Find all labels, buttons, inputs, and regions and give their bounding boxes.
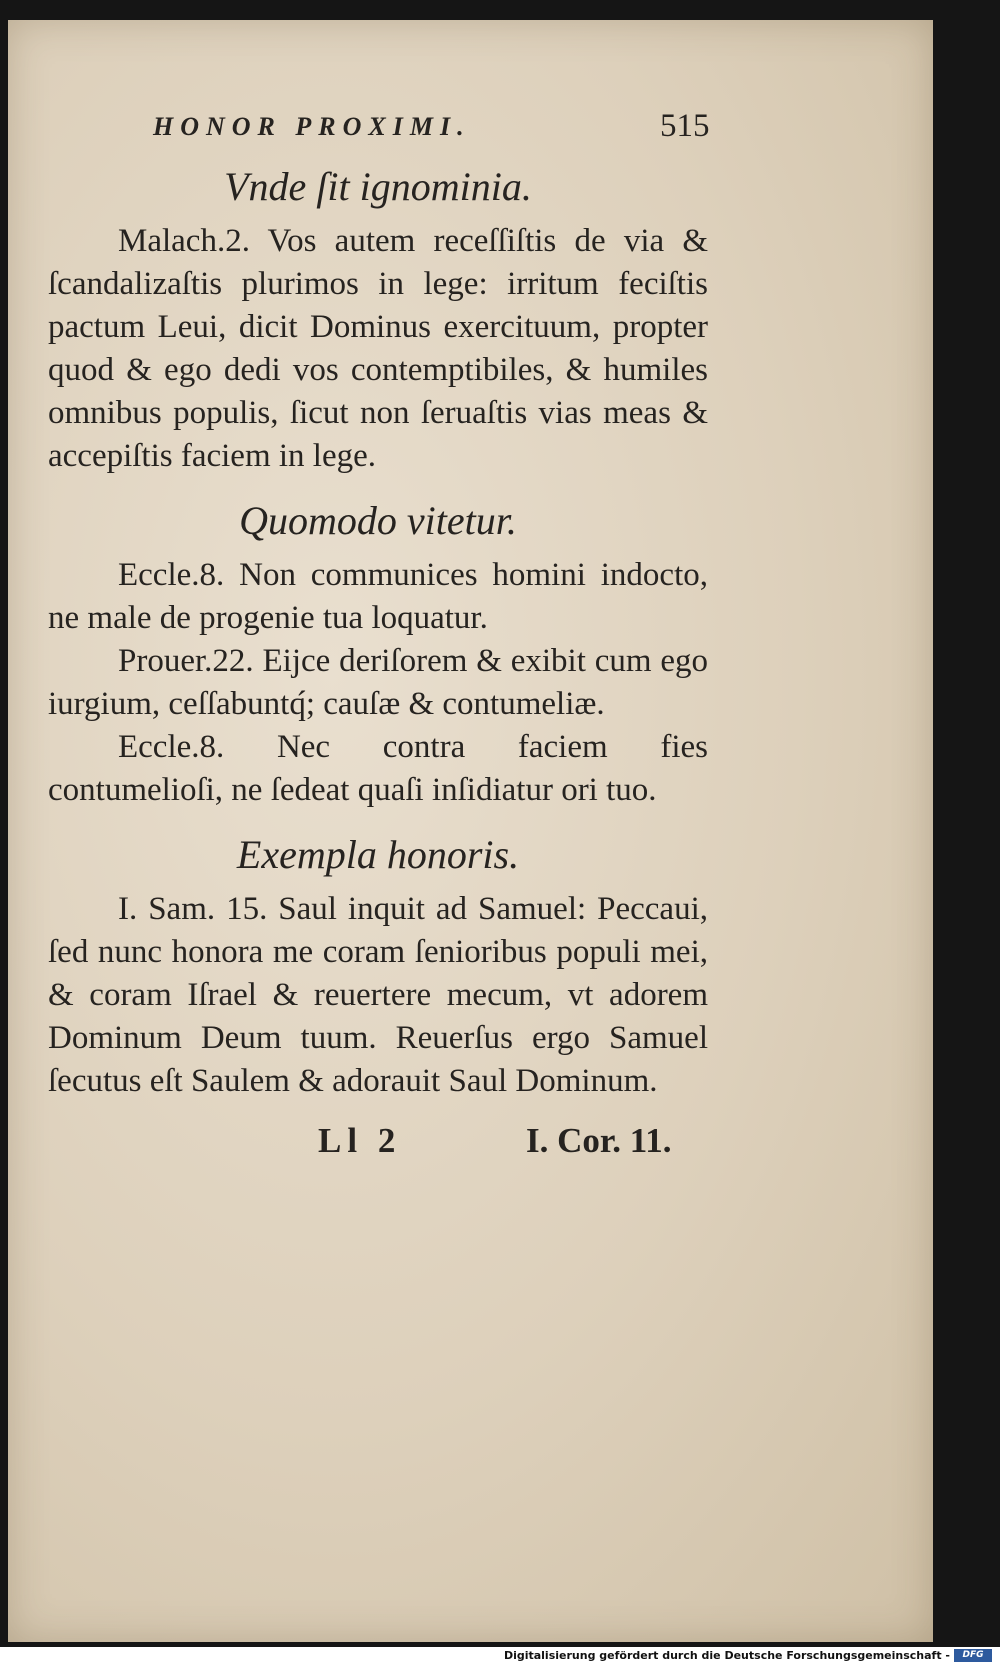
running-head — [48, 108, 710, 160]
paragraph: Malach.2. Vos autem receſſiſtis de via & ſcandalizaſtis plurimos in lege: irritum feciſtis pactum Leui, dicit Dominus exercituum, propter quod & ego dedi vos contemptibiles, & humiles omnibus populis, ſicut non ſeruaſtis vias meas & accepiſtis faciem in lege. — [48, 223, 708, 474]
signature-mark: Ll 2 — [318, 1121, 402, 1160]
paragraph: I. Sam. 15. Saul inquit ad Samuel: Peccaui, ſed nunc honora me coram ſenioribus populi mei, & coram Iſrael & reuertere mecum, vt adorem Dominum Deum tuum. Reuerſus ergo Samuel ſecutus eſt Saulem & adorauit Saul Dominum. — [48, 891, 708, 1099]
paragraph: Eccle.8. Nec contra faciem fies contumelioſi, ne ſedeat quaſi inſidiatur ori tuo. — [48, 729, 708, 808]
section-heading: Exempla honoris. — [236, 832, 520, 877]
section-heading: Vnde ſit ignominia. — [224, 164, 532, 209]
paragraph: Prouer.22. Eijce deriſorem & exibit cum ego iurgium, ceſſabuntq́; cauſæ & contumeliæ. — [48, 643, 708, 722]
section-heading: Quomodo vitetur. — [239, 498, 517, 543]
book-page — [8, 20, 933, 1642]
footer-bar — [0, 1647, 1000, 1665]
page-number: 515 — [660, 108, 710, 144]
dfg-logo-icon: DFG — [954, 1649, 992, 1662]
page-text-block — [48, 108, 710, 1171]
paragraph: Eccle.8. Non communices homini indocto, ne male de progenie tua loquatur. — [48, 557, 708, 636]
catchword: I. Cor. 11. — [526, 1121, 672, 1160]
catchword-line — [48, 1121, 708, 1171]
running-title: HONOR PROXIMI. — [153, 112, 471, 141]
funding-credit: Digitalisierung gefördert durch die Deutsche Forschungsgemeinschaft - — [503, 1649, 950, 1662]
